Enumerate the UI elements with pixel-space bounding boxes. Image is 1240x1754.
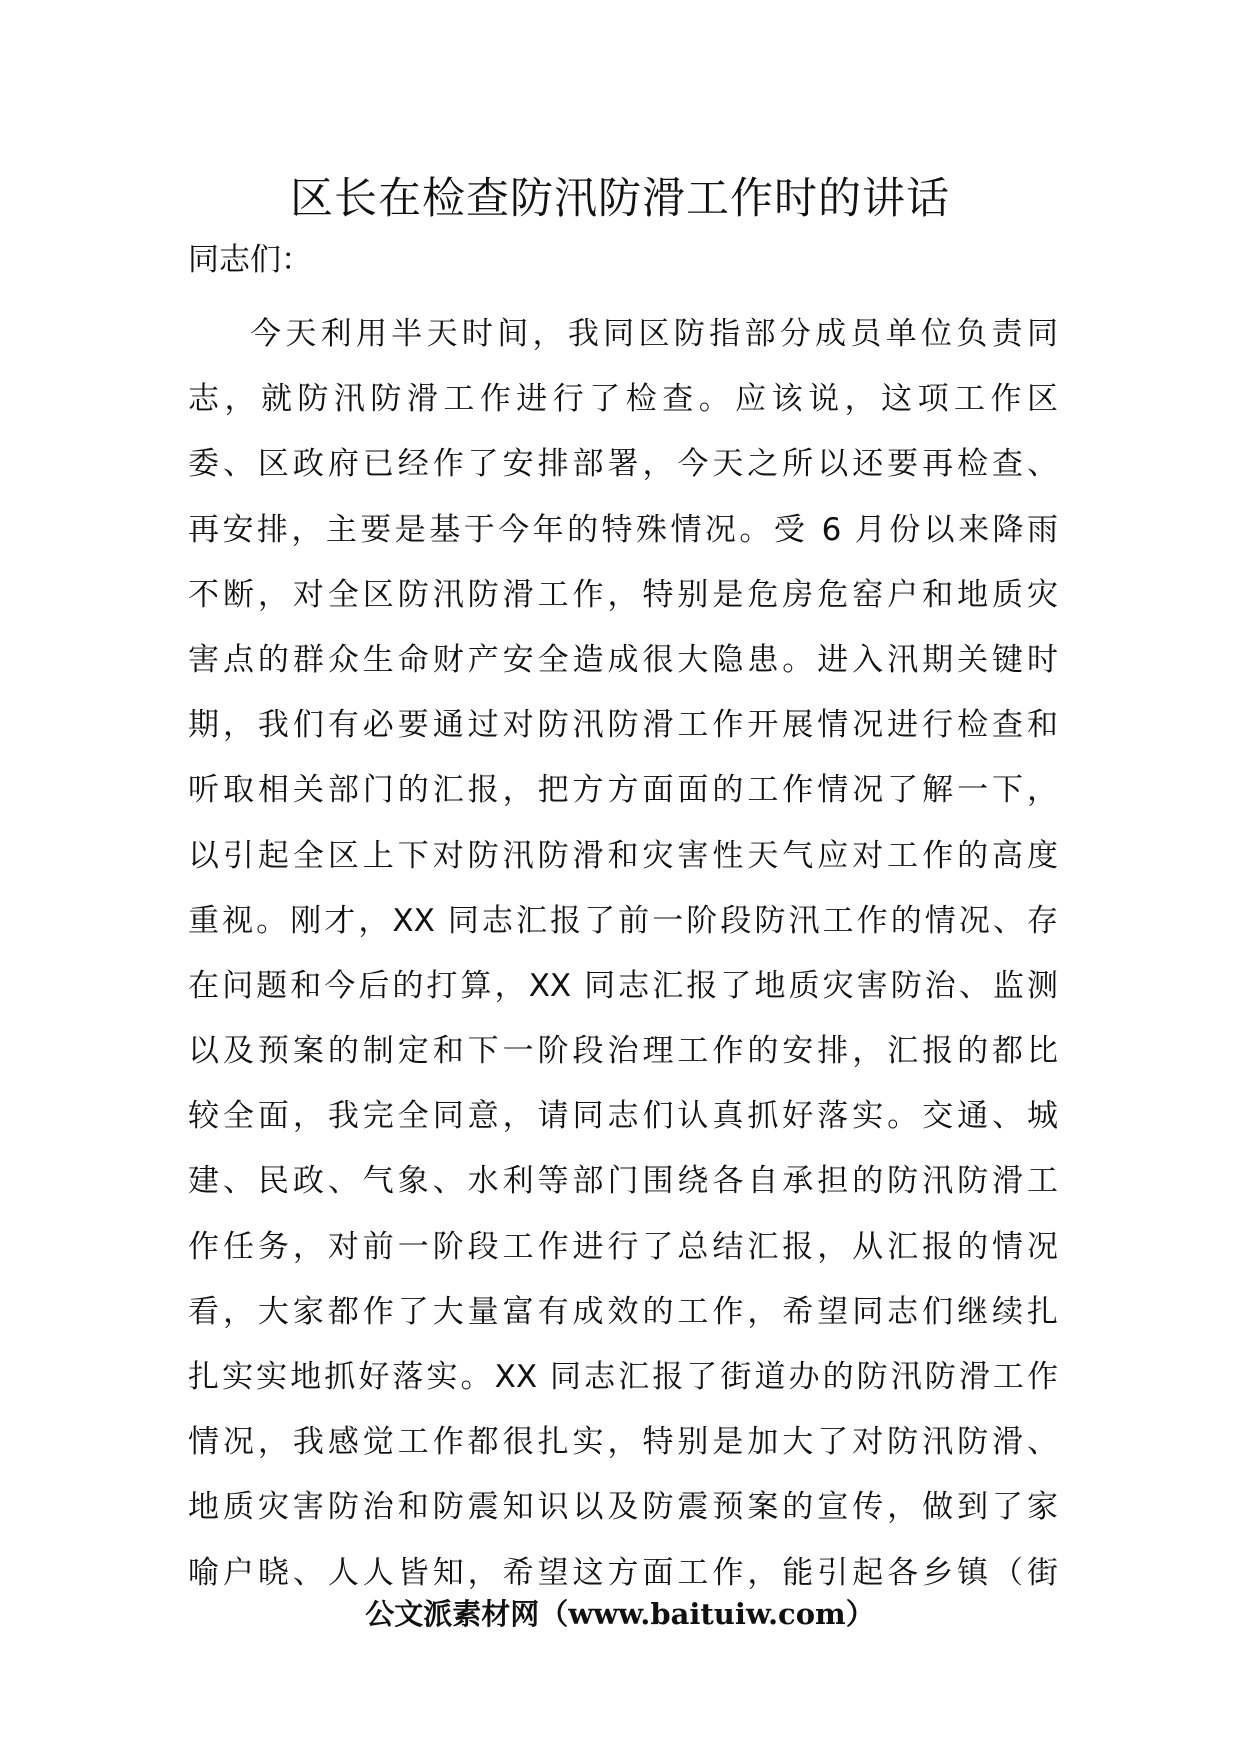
body-line: 扎实实地抓好落实。XX 同志汇报了街道办的防汛防滑工作 bbox=[188, 1359, 1058, 1395]
body-line: 重视。刚才，XX 同志汇报了前一阶段防汛工作的情况、存 bbox=[188, 902, 1058, 939]
body-line: 不断，对全区防汛防滑工作，特别是危房危窑户和地质灾 bbox=[188, 576, 1058, 613]
body-line: 以及预案的制定和下一阶段治理工作的安排，汇报的都比 bbox=[188, 1033, 1058, 1070]
body-line: 地质灾害防治和防震知识以及防震预案的宣传，做到了家 bbox=[188, 1489, 1058, 1526]
body-line: 看，大家都作了大量富有成效的工作，希望同志们继续扎 bbox=[188, 1293, 1058, 1330]
footer-watermark: 公文派素材网（www.baituiw.com） bbox=[365, 1597, 875, 1631]
body-line: 在问题和今后的打算，XX 同志汇报了地质灾害防治、监测 bbox=[188, 967, 1058, 1004]
document-title: 区长在检查防汛防滑工作时的讲话 bbox=[290, 174, 950, 224]
body-line: 较全面，我完全同意，请同志们认真抓好落实。交通、城 bbox=[188, 1098, 1058, 1135]
body-line: 害点的群众生命财产安全造成很大隐患。进入汛期关键时 bbox=[188, 641, 1058, 678]
body-line: 情况，我感觉工作都很扎实，特别是加大了对防汛防滑、 bbox=[188, 1424, 1058, 1461]
body-line: 再安排，主要是基于今年的特殊情况。受 6 月份以来降雨 bbox=[188, 511, 1058, 548]
body-line: 委、区政府已经作了安排部署，今天之所以还要再检查、 bbox=[188, 446, 1058, 483]
body-line: 期，我们有必要通过对防汛防滑工作开展情况进行检查和 bbox=[188, 707, 1058, 744]
body-line: 作任务，对前一阶段工作进行了总结汇报，从汇报的情况 bbox=[188, 1228, 1058, 1265]
body-line: 建、民政、气象、水利等部门围绕各自承担的防汛防滑工 bbox=[188, 1163, 1058, 1200]
body-line: 喻户晓、人人皆知，希望这方面工作，能引起各乡镇（街 bbox=[188, 1554, 1058, 1591]
body-line: 今天利用半天时间，我同区防指部分成员单位负责同 bbox=[250, 316, 1058, 352]
body-paragraph bbox=[188, 302, 1058, 1606]
body-line: 听取相关部门的汇报，把方方面面的工作情况了解一下， bbox=[188, 772, 1058, 809]
body-line: 以引起全区上下对防汛防滑和灾害性天气应对工作的高度 bbox=[188, 837, 1058, 874]
body-line: 志，就防汛防滑工作进行了检查。应该说，这项工作区 bbox=[188, 381, 1058, 418]
salutation: 同志们： bbox=[188, 242, 312, 278]
